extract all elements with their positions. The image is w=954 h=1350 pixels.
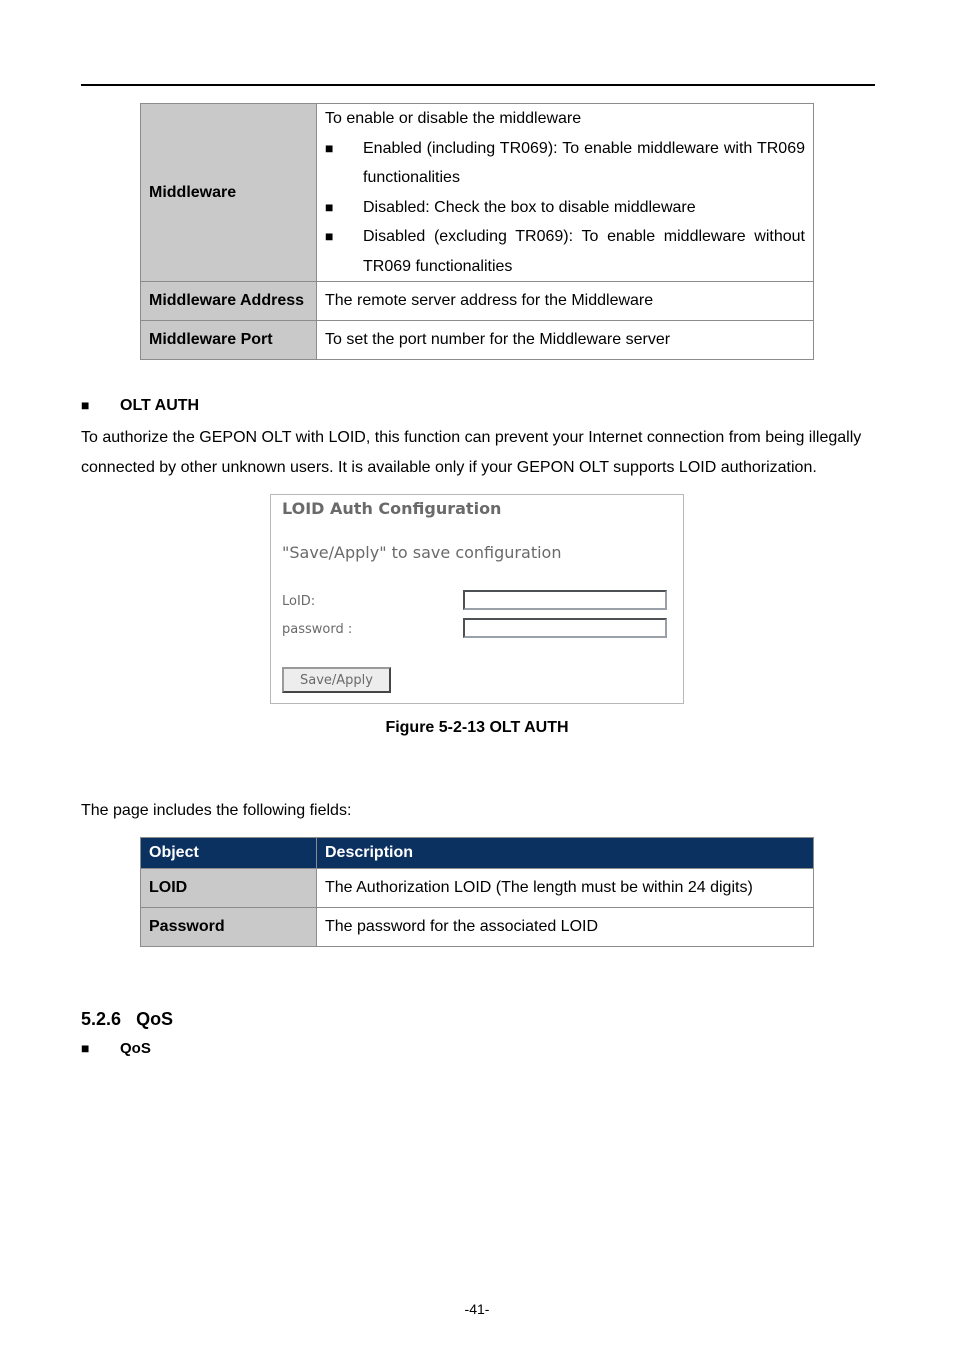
bullet-square-icon: ■	[81, 397, 90, 413]
password-description: The password for the associated LOID	[317, 908, 814, 947]
middleware-port-key: Middleware Port	[141, 321, 317, 360]
table-row	[141, 104, 814, 282]
table-row	[141, 908, 814, 947]
middleware-port-value: To set the port number for the Middleware server	[317, 321, 814, 360]
loid-label: LoID:	[282, 594, 316, 609]
olt-auth-heading-text: OLT AUTH	[120, 397, 200, 414]
password-label: password :	[282, 622, 353, 637]
password-input[interactable]	[463, 618, 667, 638]
middleware-address-key: Middleware Address	[141, 282, 317, 321]
section-number: 5.2.6	[81, 1009, 122, 1029]
save-apply-hint: "Save/Apply" to save configuration	[282, 543, 562, 562]
table-row	[141, 869, 814, 908]
loid-description: The Authorization LOID (The length must be within 24 digits)	[317, 869, 814, 908]
list-item	[325, 134, 805, 193]
table-row	[141, 282, 814, 321]
olt-auth-paragraph: To authorize the GEPON OLT with LOID, this function can prevent your Internet connection from being illegally connected by other unknown users. It is available only if your GEPON OLT supports LOID authorization.	[81, 429, 862, 476]
section-heading	[81, 1009, 173, 1030]
loid-input[interactable]	[463, 590, 667, 610]
middleware-description	[317, 104, 814, 282]
table-row	[141, 321, 814, 360]
header-description: Description	[317, 838, 814, 869]
middleware-option-disabled: Disabled: Check the box to disable middleware	[363, 198, 696, 216]
save-apply-button[interactable]: Save/Apply	[282, 667, 391, 693]
middleware-intro: To enable or disable the middleware	[325, 110, 582, 127]
fields-intro: The page includes the following fields:	[81, 802, 352, 819]
loid-auth-title: LOID Auth Configuration	[282, 499, 502, 518]
middleware-option-enabled: Enabled (including TR069): To enable middleware with TR069 functionalities	[363, 139, 805, 186]
loid-auth-screenshot	[270, 494, 684, 704]
qos-bullet-text: QoS	[120, 1040, 151, 1057]
bullet-square-icon: ■	[325, 139, 334, 156]
middleware-table	[140, 103, 814, 360]
loid-key: LOID	[141, 869, 317, 908]
password-key: Password	[141, 908, 317, 947]
table-header-row	[141, 838, 814, 869]
bullet-square-icon: ■	[325, 198, 334, 215]
middleware-address-value: The remote server address for the Middleware	[317, 282, 814, 321]
qos-bullet	[81, 1040, 151, 1057]
bullet-square-icon: ■	[325, 228, 334, 244]
section-title: QoS	[136, 1009, 174, 1029]
header-object: Object	[141, 838, 317, 869]
header-rule	[81, 84, 875, 86]
list-item	[325, 193, 805, 223]
olt-auth-heading	[81, 397, 199, 415]
figure-caption: Figure 5-2-13 OLT AUTH	[385, 719, 569, 736]
bullet-square-icon: ■	[81, 1040, 90, 1056]
fields-table	[140, 837, 814, 947]
list-item	[325, 222, 805, 281]
page-number: -41-	[464, 1301, 490, 1317]
middleware-option-excluding: Disabled (excluding TR069): To enable middleware without TR069 functionalities	[363, 228, 805, 275]
middleware-key: Middleware	[141, 104, 317, 282]
